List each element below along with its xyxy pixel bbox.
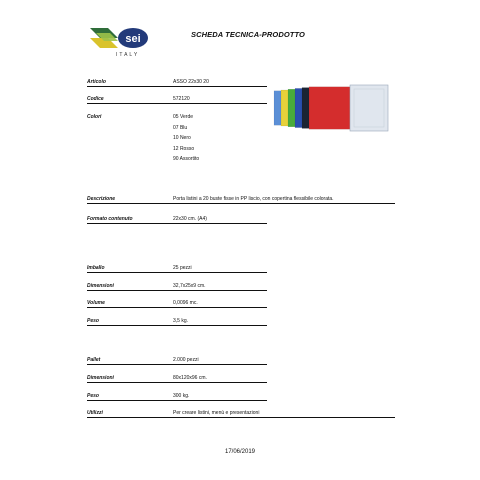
- label-utilizzi: Utilizzi: [87, 410, 103, 416]
- value-dimensioni: 80x120x96 cm.: [173, 375, 207, 381]
- label-peso: Peso: [87, 318, 99, 324]
- row-rule: [87, 223, 267, 224]
- value-codice: 572120: [173, 96, 190, 102]
- row-rule: [87, 307, 267, 308]
- row-rule: [87, 203, 395, 204]
- value-pallet: 2.000 pezzi: [173, 357, 199, 363]
- row-descrizione: [87, 196, 395, 210]
- footer-date: 17/06/2019: [224, 449, 256, 455]
- row-imballo: [87, 265, 267, 279]
- row-rule: [87, 86, 267, 87]
- row-rule: [87, 400, 267, 401]
- color-item: 05 Verde: [173, 114, 194, 120]
- logo-wordmark: sei: [125, 33, 141, 45]
- value-dimensioni: 32,7x25x9 cm.: [173, 283, 206, 289]
- row-rule: [87, 325, 267, 326]
- row-rule: [87, 364, 267, 365]
- row-rule: [87, 103, 267, 104]
- product-image: [270, 84, 390, 134]
- sei-logo: [88, 24, 150, 64]
- value-descrizione: Porta listini a 20 buste fisse in PP liscio, con copertina flessibile colorata.: [173, 196, 334, 202]
- row-articolo: [87, 79, 267, 93]
- transparent-sleeve: [350, 85, 388, 131]
- page-title: SCHEDA TECNICA-PRODOTTO: [191, 30, 305, 39]
- logo-country: ITALY: [116, 52, 140, 58]
- label-articolo: Articolo: [87, 79, 106, 85]
- value-imballo: 25 pezzi: [173, 265, 192, 271]
- value-articolo: ASSO 22x30 20: [173, 79, 209, 85]
- folder-cover: [309, 87, 353, 129]
- label-dimensioni: Dimensioni: [87, 375, 114, 381]
- label-codice: Codice: [87, 96, 104, 102]
- color-item: 90 Assortito: [173, 156, 200, 162]
- row-codice: [87, 96, 267, 110]
- label-dimensioni: Dimensioni: [87, 283, 114, 289]
- label-pallet: Pallet: [87, 357, 101, 363]
- value-utilizzi: Per creare listini, menù e presentazioni: [173, 410, 260, 416]
- color-item: 10 Nero: [173, 135, 191, 141]
- label-descrizione: Descrizione: [87, 196, 116, 202]
- label-colori: Colori: [87, 114, 102, 120]
- color-item: 07 Blu: [173, 125, 188, 131]
- row-formato: [87, 216, 267, 230]
- label-formato: Formato contenuto: [87, 216, 133, 222]
- row-rule: [87, 382, 267, 383]
- row-rule: [87, 417, 395, 418]
- row-utilizzi: [87, 410, 395, 424]
- row-pallet-peso: [87, 393, 267, 407]
- row-pallet: [87, 357, 267, 371]
- row-volume: [87, 300, 267, 314]
- row-rule: [87, 290, 267, 291]
- label-peso: Peso: [87, 393, 99, 399]
- row-pallet-dimensioni: [87, 375, 267, 389]
- value-peso: 300 kg.: [173, 393, 190, 399]
- value-peso: 3,5 kg.: [173, 318, 189, 324]
- label-volume: Volume: [87, 300, 105, 306]
- label-imballo: Imballo: [87, 265, 105, 271]
- color-item: 12 Rosso: [173, 146, 195, 152]
- row-imballo-peso: [87, 318, 267, 332]
- row-rule: [87, 272, 267, 273]
- row-imballo-dimensioni: [87, 283, 267, 297]
- value-volume: 0,0096 mc.: [173, 300, 198, 306]
- value-formato: 22x30 cm. (A4): [173, 216, 207, 222]
